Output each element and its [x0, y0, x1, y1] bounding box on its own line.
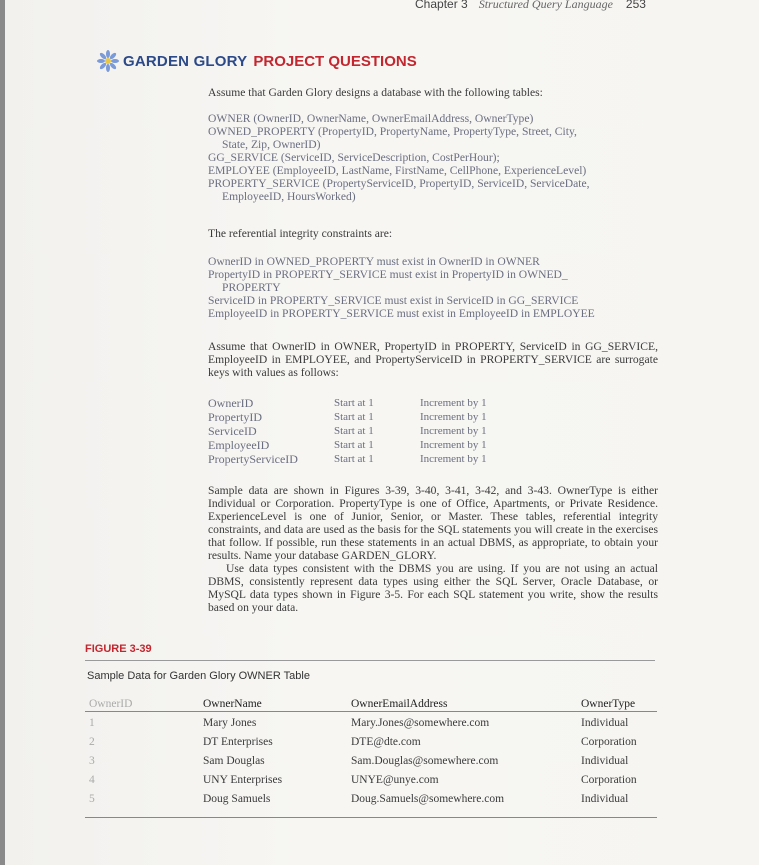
- key-start: Start at 1: [334, 453, 374, 465]
- column-ownertype: [581, 695, 637, 809]
- intro-text: Assume that Garden Glory designs a database with the following tables:: [208, 86, 543, 99]
- column-header: OwnerEmailAddress: [351, 698, 448, 710]
- key-increment: Increment by 1: [420, 425, 487, 437]
- sample-paragraph-1: Sample data are shown in Figures 3-39, 3-40, 3-41, 3-42, and 3-43. OwnerType is either Individual or Corporation. PropertyType is one of Office, Apartments, or Private Residence. ExperienceLevel is one of Junior, Senior, or Master. These tables, referential integrity constraints, and data are used as the basis for the SQL statements you will create in the exercises that follow. If possible, run these statements in an actual DBMS, as appropriate, to obtain your results. Name your database GARDEN_GLORY.: [208, 484, 658, 562]
- chapter-subtitle: Structured Query Language: [478, 0, 613, 11]
- table-cell: Individual: [581, 717, 629, 729]
- title-part-1: GARDEN GLORY: [123, 52, 248, 70]
- key-start: Start at 1: [334, 425, 374, 437]
- ri-constraints: [208, 255, 658, 320]
- schema-line: State, Zip, OwnerID): [222, 138, 321, 151]
- column-header: OwnerName: [203, 698, 262, 710]
- sample-data-text: [208, 484, 658, 614]
- table-cell: Corporation: [581, 774, 637, 786]
- flower-icon: [97, 50, 119, 72]
- key-row: [208, 396, 658, 410]
- column-ownerid: [89, 695, 132, 809]
- page-number: 253: [625, 0, 646, 11]
- key-name: ServiceID: [208, 424, 257, 438]
- table-cell: Mary.Jones@somewhere.com: [351, 717, 490, 729]
- column-ownername: [203, 695, 282, 809]
- table-cell: Doug Samuels: [203, 793, 271, 805]
- figure-divider: [85, 660, 655, 661]
- table-cell: 2: [89, 736, 95, 748]
- table-cell: Sam.Douglas@somewhere.com: [351, 755, 499, 767]
- table-cell: 4: [89, 774, 95, 786]
- key-increment: Increment by 1: [420, 453, 487, 465]
- table-cell: UNYE@unye.com: [351, 774, 439, 786]
- key-start: Start at 1: [334, 397, 374, 409]
- key-row: [208, 424, 658, 438]
- table-cell: Doug.Samuels@somewhere.com: [351, 793, 505, 805]
- key-name: OwnerID: [208, 396, 254, 410]
- schema-line: OWNER (OwnerID, OwnerName, OwnerEmailAddress, OwnerType): [208, 112, 534, 125]
- ri-line: OwnerID in OWNED_PROPERTY must exist in OwnerID in OWNER: [208, 255, 540, 268]
- table-schema: [208, 112, 658, 203]
- table-cell: Individual: [581, 755, 629, 767]
- surrogate-key-list: [208, 396, 658, 466]
- ri-line: PropertyID in PROPERTY_SERVICE must exist in PropertyID in OWNED_: [208, 268, 568, 281]
- key-increment: Increment by 1: [420, 439, 487, 451]
- sample-paragraph-2: Use data types consistent with the DBMS you are using. If you are not using an actual DBMS, consistently represent data types using either the SQL Server, Oracle Database, or MySQL data types shown in Figure 3-5. For each SQL statement you write, show the results based on your data.: [208, 562, 658, 614]
- table-cell: 1: [89, 717, 95, 729]
- section-title: [97, 50, 417, 72]
- chapter-label: Chapter 3: [415, 0, 468, 11]
- title-part-2: PROJECT QUESTIONS: [253, 52, 417, 70]
- schema-line: EMPLOYEE (EmployeeID, LastName, FirstName, CellPhone, ExperienceLevel): [208, 164, 587, 177]
- book-page: [5, 0, 759, 865]
- ri-heading: The referential integrity constraints are:: [208, 227, 393, 240]
- figure-label: FIGURE 3-39: [85, 643, 152, 655]
- key-name: PropertyID: [208, 410, 262, 424]
- schema-line: OWNED_PROPERTY (PropertyID, PropertyName, PropertyType, Street, City,: [208, 125, 577, 138]
- key-start: Start at 1: [334, 411, 374, 423]
- table-cell: 3: [89, 755, 95, 767]
- ri-line: EmployeeID in PROPERTY_SERVICE must exist in EmployeeID in EMPLOYEE: [208, 307, 595, 320]
- table-cell: Corporation: [581, 736, 637, 748]
- surrogate-text: Assume that OwnerID in OWNER, PropertyID in PROPERTY, ServiceID in GG_SERVICE, EmployeeID in EMPLOYEE, and PropertyServiceID in PROPERTY_SERVICE are surrogate keys with values as follows:: [208, 340, 658, 379]
- ri-line: PROPERTY: [222, 281, 281, 294]
- table-cell: Sam Douglas: [203, 755, 265, 767]
- key-row: [208, 410, 658, 424]
- running-header: [415, 0, 646, 12]
- key-start: Start at 1: [334, 439, 374, 451]
- table-cell: Mary Jones: [203, 717, 257, 729]
- schema-line: GG_SERVICE (ServiceID, ServiceDescription, CostPerHour);: [208, 151, 500, 164]
- table-cell: UNY Enterprises: [203, 774, 283, 786]
- table-cell: 5: [89, 793, 95, 805]
- key-row: [208, 452, 658, 466]
- column-owneremail: [351, 695, 504, 809]
- column-header: OwnerType: [581, 698, 636, 710]
- key-name: EmployeeID: [208, 438, 270, 452]
- table-cell: DT Enterprises: [203, 736, 273, 748]
- column-header: OwnerID: [89, 698, 133, 710]
- key-row: [208, 438, 658, 452]
- key-increment: Increment by 1: [420, 397, 487, 409]
- table-bottom-rule: [85, 817, 657, 818]
- schema-line: EmployeeID, HoursWorked): [222, 190, 356, 203]
- table-cell: DTE@dte.com: [351, 736, 421, 748]
- ri-line: ServiceID in PROPERTY_SERVICE must exist in ServiceID in GG_SERVICE: [208, 294, 579, 307]
- key-increment: Increment by 1: [420, 411, 487, 423]
- schema-line: PROPERTY_SERVICE (PropertyServiceID, PropertyID, ServiceID, ServiceDate,: [208, 177, 590, 190]
- table-cell: Individual: [581, 793, 629, 805]
- figure-caption: Sample Data for Garden Glory OWNER Table: [87, 670, 310, 682]
- key-name: PropertyServiceID: [208, 452, 298, 466]
